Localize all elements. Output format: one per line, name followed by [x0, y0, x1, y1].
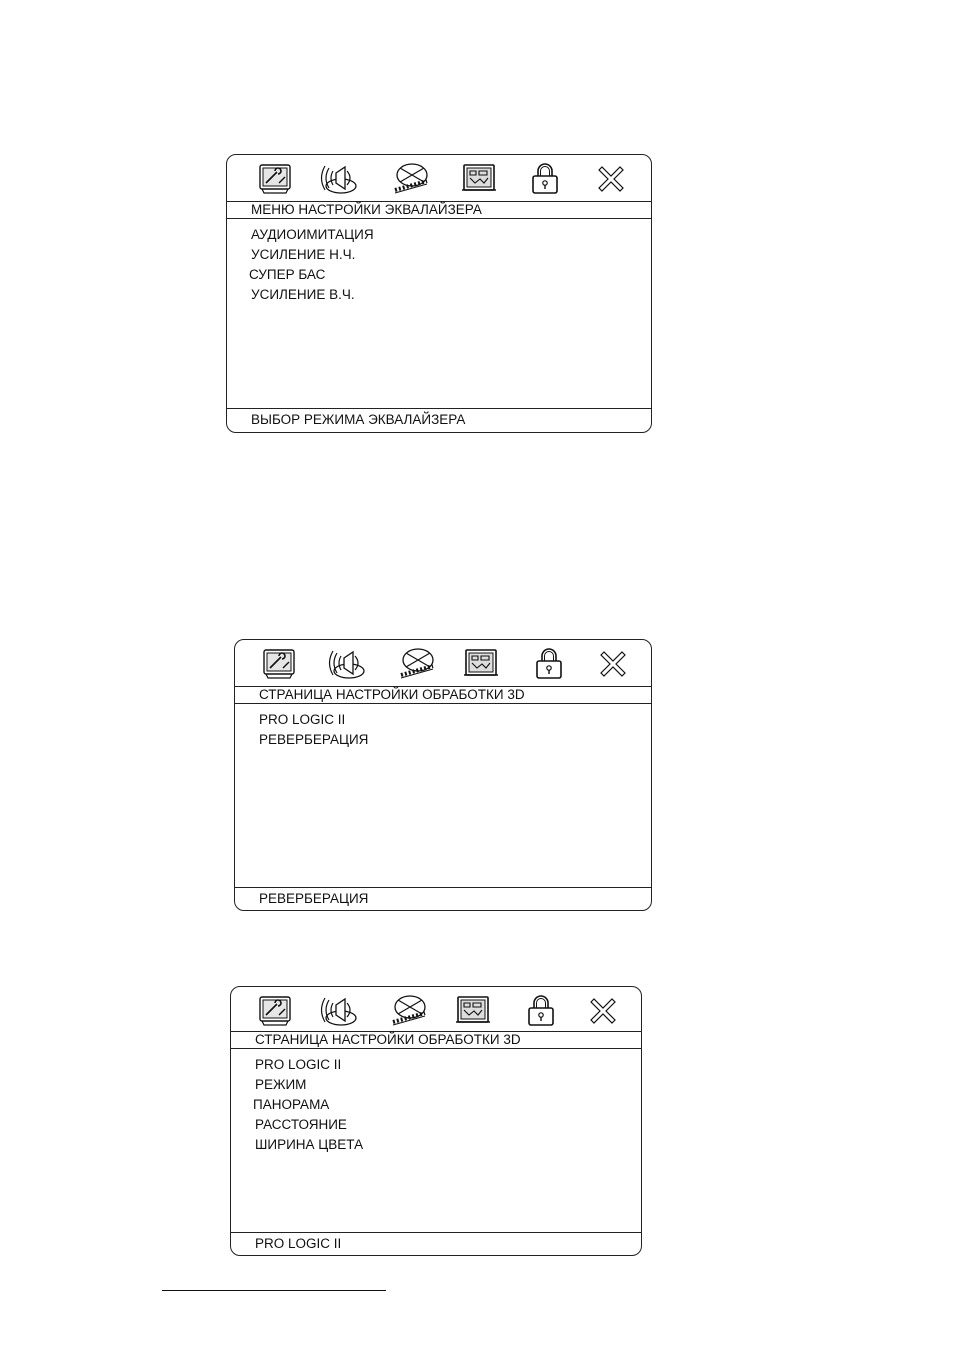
menu-item-list — [231, 1055, 641, 1155]
icon-bar — [231, 987, 641, 1032]
menu-item-reverb[interactable]: РЕВЕРБЕРАЦИЯ — [259, 732, 369, 747]
menu-title — [231, 1031, 641, 1049]
status-bar — [235, 887, 651, 910]
video-disc-icon[interactable] — [389, 991, 429, 1029]
icon-bar — [235, 640, 651, 687]
status-text: ВЫБОР РЕЖИМА ЭКВАЛАЙЗЕРА — [251, 412, 466, 427]
status-bar — [231, 1232, 641, 1255]
display-picture-icon[interactable] — [459, 159, 499, 197]
menu-item-pro-logic[interactable]: PRO LOGIC II — [255, 1057, 342, 1072]
settings-screen-icon[interactable] — [255, 159, 295, 197]
lock-icon[interactable] — [521, 991, 561, 1029]
close-icon[interactable] — [591, 159, 631, 197]
menu-title-text: МЕНЮ НАСТРОЙКИ ЭКВАЛАЙЗЕРА — [251, 202, 482, 217]
menu-item-super-bass[interactable]: СУПЕР БАС — [249, 267, 326, 282]
menu-item-color-width[interactable]: ШИРИНА ЦВЕТА — [255, 1137, 364, 1152]
display-picture-icon[interactable] — [453, 991, 493, 1029]
menu-item-pro-logic[interactable]: PRO LOGIC II — [259, 712, 346, 727]
menu-item-mode[interactable]: РЕЖИМ — [255, 1077, 307, 1092]
video-disc-icon[interactable] — [397, 644, 437, 682]
lock-icon[interactable] — [529, 644, 569, 682]
menu-title — [235, 686, 651, 704]
settings-screen-icon[interactable] — [255, 991, 295, 1029]
status-text: РЕВЕРБЕРАЦИЯ — [259, 891, 369, 906]
menu-item-panorama[interactable]: ПАНОРАМА — [253, 1097, 330, 1112]
lock-icon[interactable] — [525, 159, 565, 197]
menu-item-list — [235, 710, 651, 750]
menu-item-distance[interactable]: РАССТОЯНИЕ — [255, 1117, 347, 1132]
settings-screen-icon[interactable] — [259, 644, 299, 682]
audio-speaker-icon[interactable] — [327, 644, 367, 682]
icon-bar — [227, 155, 651, 202]
equalizer-menu-panel — [226, 154, 652, 433]
close-icon[interactable] — [593, 644, 633, 682]
status-text: PRO LOGIC II — [255, 1236, 342, 1251]
menu-item-list — [227, 225, 651, 305]
menu-title-text: СТРАНИЦА НАСТРОЙКИ ОБРАБОТКИ 3D — [255, 1032, 521, 1047]
processing-3d-pro-logic-panel — [230, 986, 642, 1256]
close-icon[interactable] — [583, 991, 623, 1029]
display-picture-icon[interactable] — [461, 644, 501, 682]
audio-speaker-icon[interactable] — [319, 991, 359, 1029]
menu-item-treble-boost[interactable]: УСИЛЕНИЕ В.Ч. — [251, 287, 355, 302]
audio-speaker-icon[interactable] — [319, 159, 359, 197]
menu-title-text: СТРАНИЦА НАСТРОЙКИ ОБРАБОТКИ 3D — [259, 687, 525, 702]
footnote-rule — [162, 1290, 386, 1291]
processing-3d-menu-panel — [234, 639, 652, 911]
menu-item-bass-boost[interactable]: УСИЛЕНИЕ Н.Ч. — [251, 247, 356, 262]
menu-title — [227, 201, 651, 219]
menu-item-audio-imitation[interactable]: АУДИОИМИТАЦИЯ — [251, 227, 374, 242]
status-bar — [227, 408, 651, 432]
video-disc-icon[interactable] — [391, 159, 431, 197]
